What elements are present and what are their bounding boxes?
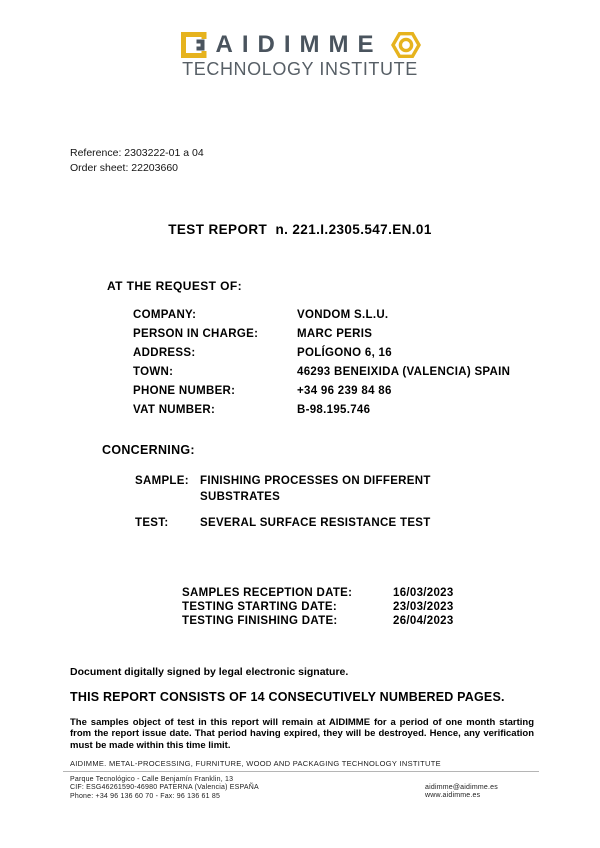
footer-divider — [63, 771, 539, 772]
field-value: 46293 BENEIXIDA (VALENCIA) SPAIN — [297, 366, 511, 378]
field-value: MARC PERIS — [297, 328, 373, 340]
field-label: SAMPLES RECEPTION DATE: — [182, 587, 353, 599]
field-label: SAMPLE: — [135, 475, 189, 487]
field-value: SEVERAL SURFACE RESISTANCE TEST — [200, 517, 431, 529]
sample-row — [135, 474, 445, 505]
samples-retention-notice: The samples object of test in this report will remain at AIDIMME for a period of one month starting from the report issue date. That period having expired, they will be destroyed. Hence, any verification must be made within this time limit. — [70, 717, 534, 751]
field-label: TEST: — [135, 517, 169, 529]
field-value: 26/04/2023 — [393, 615, 454, 628]
concerning-heading: CONCERNING: — [102, 443, 195, 457]
field-label: PHONE NUMBER: — [133, 385, 236, 397]
field-value: B-98.195.746 — [297, 404, 371, 416]
field-value: +34 96 239 84 86 — [297, 385, 392, 397]
request-table — [133, 306, 510, 420]
field-label: COMPANY: — [133, 309, 197, 321]
footer-contact-block — [425, 784, 498, 801]
field-value: 16/03/2023 — [393, 587, 454, 599]
field-value: POLÍGONO 6, 16 — [297, 347, 392, 359]
footer-address-line: Phone: +34 96 136 60 70 - Fax: 96 136 61 85 — [70, 792, 221, 800]
footer-institute-line: AIDIMME. METAL-PROCESSING, FURNITURE, WOOD AND PACKAGING TECHNOLOGY INSTITUTE — [70, 759, 441, 768]
footer-website: www.aidimme.es — [425, 792, 481, 800]
reference-block — [70, 146, 204, 175]
footer-address-block — [70, 776, 259, 801]
footer-address-line: Parque Tecnológico - Calle Benjamín Franklin, 13 — [70, 776, 234, 783]
request-heading: AT THE REQUEST OF: — [107, 279, 242, 293]
field-label: VAT NUMBER: — [133, 404, 216, 416]
logo-subtitle: TECHNOLOGY INSTITUTE — [182, 59, 418, 79]
logo-wordmark: AIDIMME — [215, 31, 383, 58]
reference-number: Reference: 2303222-01 a 04 — [70, 147, 204, 159]
field-value: 23/03/2023 — [393, 601, 454, 614]
field-value: VONDOM S.L.U. — [297, 309, 389, 321]
report-title: TEST REPORT n. 221.I.2305.547.EN.01 — [168, 222, 432, 237]
test-row — [135, 516, 431, 532]
field-label: PERSON IN CHARGE: — [133, 328, 259, 340]
order-sheet-number: Order sheet: 22203660 — [70, 161, 178, 174]
logo-square-bracket-icon — [180, 31, 208, 59]
field-value: FINISHING PROCESSES ON DIFFERENT SUBSTRATES — [200, 475, 431, 503]
logo-hex-nut-icon — [391, 31, 421, 59]
dates-table — [182, 586, 454, 629]
field-label: TOWN: — [133, 366, 174, 378]
digital-signature-statement: Document digitally signed by legal electronic signature. — [70, 666, 349, 678]
logo — [0, 30, 600, 60]
field-label: ADDRESS: — [133, 347, 196, 359]
page-count-statement: THIS REPORT CONSISTS OF 14 CONSECUTIVELY NUMBERED PAGES. — [70, 690, 505, 704]
field-label: TESTING FINISHING DATE: — [182, 615, 338, 628]
footer-email: aidimme@aidimme.es — [425, 784, 498, 791]
field-label: TESTING STARTING DATE: — [182, 601, 338, 614]
footer-address-line: CIF: ESG46261590-46980 PATERNA (Valencia) ESPAÑA — [70, 784, 259, 792]
